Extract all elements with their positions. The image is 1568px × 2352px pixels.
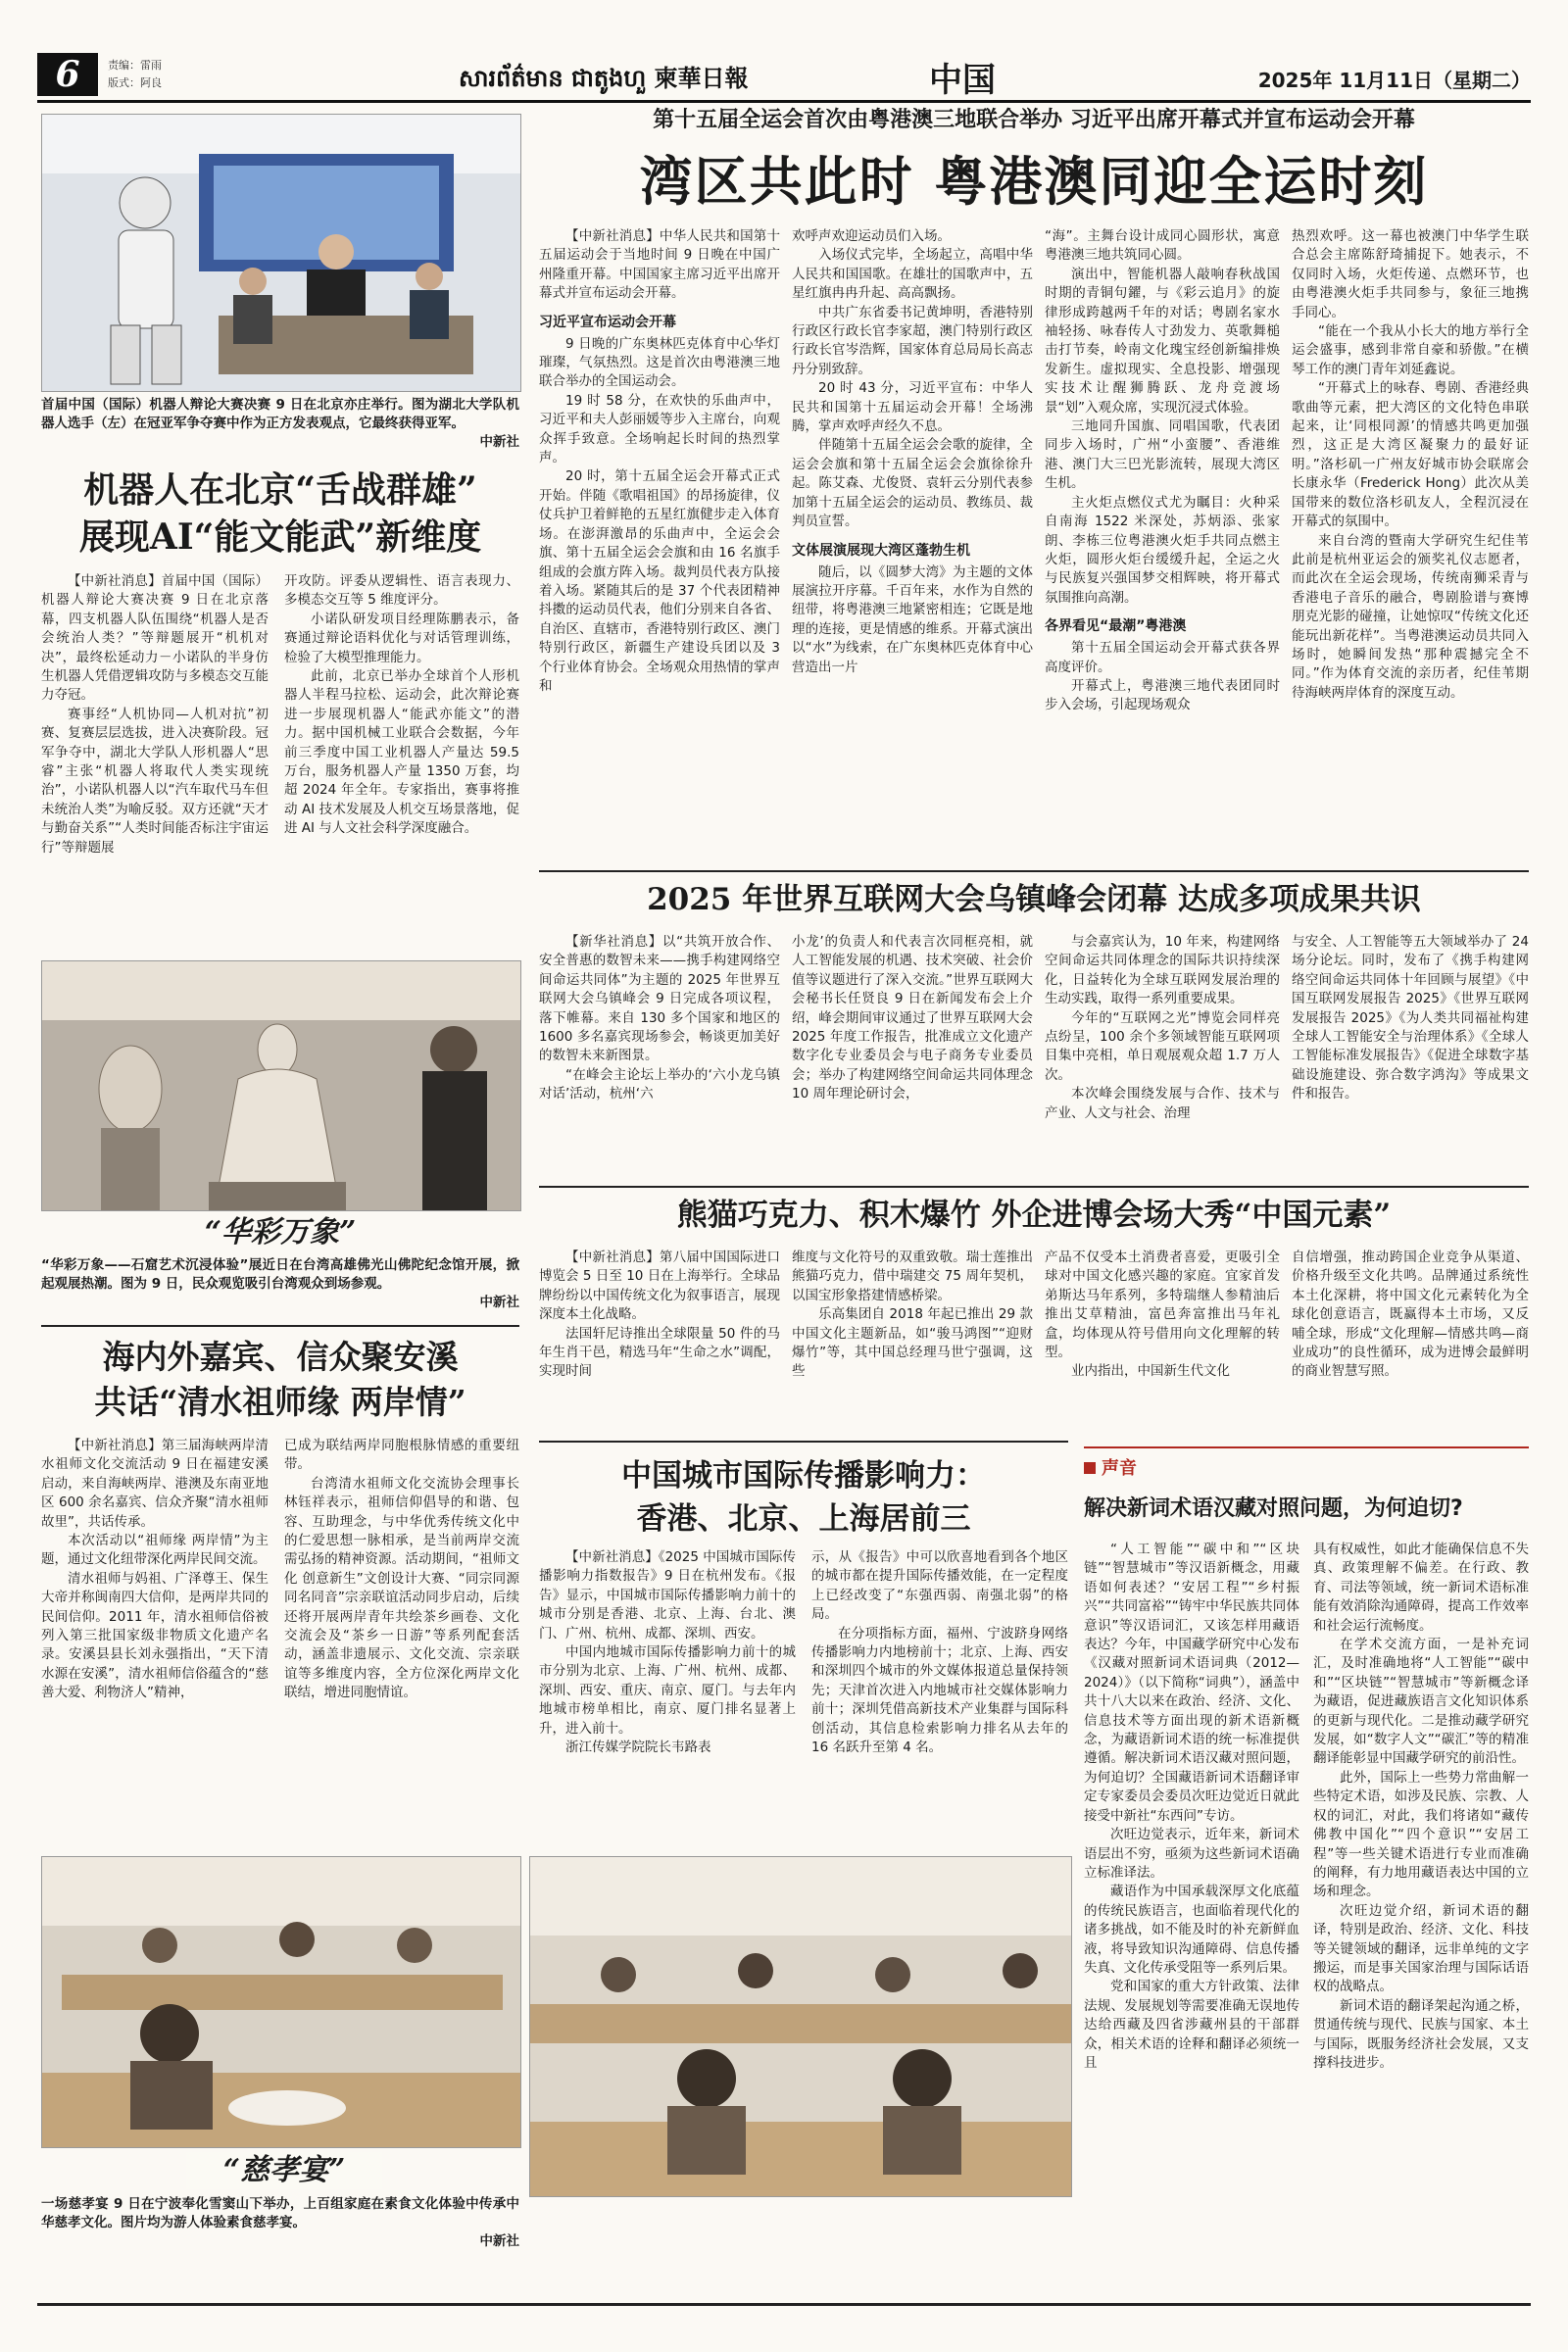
games-col1 (539, 227, 780, 864)
city-para-3: 浙江传媒学院院长韦路表 (565, 1740, 711, 1756)
opinion-para-1: “人工智能”“碳中和”“区块链”“智慧城市”等汉语新概念，用藏语如何表述？“安居工程”“乡村振兴”“共同富裕”“铸牢中华民族共同体意识”等汉语词汇，又该怎样用藏语表达？今年，中国藏学研究中心发布《汉藏对照新词术语词典（2012—2024）》（以下简称“词典”），涵盖中共十八大以来在政治、经济、文化、信息技术等方面出现的新术语新概念，为藏语新词术语的统一标准提供遵循。解决新词术语汉藏对照问题，为何迫切？全国藏语新词术语翻译审定专家委员会委员次旺边觉近日就此接受中新社“东西问”专访。 (1084, 1542, 1299, 1824)
opinion-para-4: 党和国家的重大方针政策、法律法规、发展规划等需要准确无误地传达给西藏及四省涉藏州县的干部群众，相关术语的诠释和翻译必须统一且 (1084, 1979, 1299, 2071)
expo-col4 (1292, 1249, 1529, 1435)
qingshui-para-1: 【中新社消息】第三届海峡两岸清水祖师文化交流活动 9 日在福建安溪启动，来自海峡两岸、港澳及东南亚地区 600 余名嘉宾、信众齐聚“清水祖师故里”，共话传承。 (41, 1438, 269, 1530)
games-para-11: “海”。主舞台设计成同心圆形状，寓意粤港澳三地共筑同心圆。 (1045, 228, 1280, 264)
masthead (37, 51, 1531, 103)
robot-para-5: 此前，北京已举办全球首个人形机器人半程马拉松、运动会，此次辩论赛进一步展现机器人“能武亦能文”的潜力。据中国机械工业联合会数据，今年前三季度中国工业机器人产量达 59.5 万台，服务机器人产量 1350 万套，均超 2024 年全年。专家指出，赛事将推动 AI 技术发展及人机交互场景落地，促进 AI 与人文社会科学深度融合。 (284, 668, 519, 837)
banquet-left-illustration (42, 1857, 520, 2147)
banquet-caption-text: 一场慈孝宴 9 日在宁波奉化雪窦山下举办，上百组家庭在素食文化体验中传承中华慈孝文化。图片均为游人体验素食慈孝宴。 (41, 2196, 519, 2230)
city-para-1: 【中新社消息】《2025 中国城市国际传播影响力指数报告》9 日在杭州发布。《报告》显示，中国城市国际传播影响力前十的城市分别是香港、北京、上海、台北、澳门、广州、杭州、成都、深圳、西安。 (539, 1549, 796, 1642)
city-headline (539, 1454, 1068, 1541)
expo-col1 (539, 1249, 780, 1435)
qingshui-headline-line2: 共话“清水祖师缘 两岸情” (94, 1383, 466, 1421)
wic-top-rule (539, 870, 1529, 872)
games-para-2: 9 日晚的广东奥林匹克体育中心华灯璀璨，气氛热烈。这是首次由粤港澳三地联合举办的全国运动会。 (539, 335, 780, 390)
opinion-headline: 解决新词术语汉藏对照问题，为何迫切? (1084, 1496, 1463, 1521)
games-headline: 湾区共此时 粤港澳同迎全运时刻 (639, 150, 1429, 213)
art-photo-caption (41, 1256, 519, 1312)
wic-para-3: 小龙’的负责人和代表言次同框亮相，就人工智能发展的机遇、技术突破、社会价值等议题进行了深入交流。”世界互联网大会秘书长任贤良 9 日在新闻发布会上介绍，峰会期间审议通过了世界互联网大会 2025 年度工作报告，批准成立文化遗产数字化专业委员会与电子商务专业委员会；举办了构建网络空间命运共同体理念 10 周年理论研讨会， (792, 934, 1033, 1102)
qingshui-top-rule (41, 1325, 519, 1327)
games-para-18: “能在一个我从小长大的地方举行全运会盛事，感到非常自豪和骄傲。”在横琴工作的澳门青年刘延鑫说。 (1292, 323, 1529, 377)
opinion-para-5: 具有权威性，如此才能确保信息不失真、政策理解不偏差。在行政、教育、司法等领域，统一新词术语标准能有效消除沟通障碍，提高工作效率和社会运行流畅度。 (1313, 1542, 1529, 1634)
banquet-right-illustration (530, 1857, 1071, 2196)
games-col3 (1045, 227, 1280, 864)
wic-para-6: 本次峰会围绕发展与合作、技术与产业、人文与社会、治理 (1045, 1086, 1280, 1121)
editor-credit: 责编：雷雨 (108, 59, 162, 72)
games-para-15: 第十五届全国运动会开幕式获各界高度评价。 (1045, 640, 1280, 675)
banquet-caption-source: 中新社 (479, 2233, 519, 2249)
expo-para-7: 自信增强，推动跨国企业竞争从渠道、价格升级至文化共鸣。品牌通过系统性本土化深耕，将中国文化元素转化为全球化创意语言，既赢得本土市场，又反哺全球，形成“文化理解—情感共鸣—商业成功”的良性循环，成为进博会最鲜明的商业智慧写照。 (1292, 1250, 1529, 1380)
opinion-para-8: 次旺边觉介绍，新词术语的翻译，特别是政治、经济、文化、科技等关键领域的翻译，远非单纯的文字搬运，而是事关国家治理与国际话语权的战略点。 (1313, 1902, 1529, 1995)
robot-para-1: 【中新社消息】首届中国（国际）机器人辩论大赛决赛 9 日在北京落幕，四支机器人队伍围绕“机器人是否会统治人类？”等辩题展开“机机对决”，最终松延动力－小诺队的半身仿生机器人凭借逻辑攻防与多模态交互能力夺冠。 (41, 573, 269, 704)
banquet-photo-caption (41, 2195, 519, 2251)
games-para-17: 热烈欢呼。这一幕也被澳门中华学生联合总会主席陈舒琦捕捉下。她表示，不仅同时入场，火炬传递、点燃环节，也由粤港澳火炬手共同参与，象征三地携手同心。 (1292, 228, 1529, 320)
qingshui-para-5: 台湾清水祖师文化交流协会理事长林钰祥表示，祖师信仰倡导的和谐、包容、互助理念，与中华优秀传统文化中的仁爱思想一脉相承，是当前两岸交流需弘扬的精神资源。活动期间，“祖师文化 创意新生”文创设计大赛、“同宗同源 同名同音”宗亲联谊活动同步启动，后续还将开展两岸青年共绘茶乡画卷、文化交流会及“茶乡一日游”等系列配套活动，涵盖非遗展示、文化交流、宗亲联谊等多维度内容，全方位深化两岸文化联结，增进同胞情谊。 (284, 1475, 519, 1701)
robot-debate-photo (41, 114, 521, 392)
expo-para-3: 维度与文化符号的双重致敬。瑞士莲推出熊猫巧克力，借中瑞建交 75 周年契机，以国宝形象搭建情感桥梁。 (792, 1250, 1033, 1303)
opinion-para-9: 新词术语的翻译架起沟通之桥，贯通传统与现代、民族与国家、本土与国际，既服务经济社会发展，又支撑科技进步。 (1313, 1997, 1529, 2071)
expo-para-4: 乐高集团自 2018 年起已推出 29 款中国文化主题新品，如“骏马鸿图”“迎财爆竹”等，其中国总经理马世宁强调，这些 (792, 1306, 1033, 1380)
games-para-7: 中共广东省委书记黄坤明，香港特别行政区行政长官李家超，澳门特别行政区行政长官岑浩辉，国家体育总局局长高志丹分别致辞。 (792, 304, 1033, 377)
games-para-13: 三地同升国旗、同唱国歌，代表团同步入场时，广州“小蛮腰”、香港维港、澳门大三巴光影流转，展现大湾区生机。 (1045, 418, 1280, 492)
city-para-4: 示，从《报告》中可以欣喜地看到各个地区的城市都在提升国际传播效能，在一定程度上已经改变了“东强西弱、南强北弱”的格局。 (811, 1549, 1068, 1623)
section-name: 中国 (929, 61, 996, 100)
qingshui-headline-line1: 海内外嘉宾、信众聚安溪 (102, 1338, 459, 1376)
art-caption-text: “华彩万象——石窟艺术沉浸体验”展近日在台湾高雄佛光山佛陀纪念馆开展，掀起观展热潮。图为 9 日，民众观览吸引台湾观众到场参观。 (41, 1257, 519, 1292)
games-para-16: 开幕式上，粤港澳三地代表团同时步入会场，引起现场观众 (1045, 677, 1280, 713)
robot-story-headline (41, 466, 519, 561)
banquet-photo-right (529, 1856, 1072, 2197)
opinion-col1 (1084, 1541, 1299, 2246)
robot-story-col2 (284, 572, 519, 945)
opinion-label (1084, 1454, 1137, 1480)
opinion-label-text: 声音 (1102, 1458, 1137, 1479)
qingshui-col2 (284, 1437, 519, 1842)
page-bottom-rule (37, 2303, 1531, 2306)
robot-para-4: 小诺队研发项目经理陈鹏表示，备赛通过辩论语料优化与对话管理训练，检验了大模型推理能力。 (284, 611, 519, 665)
wic-col4 (1292, 933, 1529, 1178)
banquet-photo-title: “慈孝宴” (186, 2152, 382, 2189)
art-exhibition-photo (41, 960, 521, 1211)
robot-para-3: 开攻防。评委从逻辑性、语言表现力、多模态交互等 5 维度评分。 (284, 573, 519, 609)
opinion-col2 (1313, 1541, 1529, 2246)
city-para-2: 中国内地城市国际传播影响力前十的城市分别为北京、上海、广州、杭州、成都、深圳、西安、重庆、南京、厦门。与去年内地城市榜单相比，南京、厦门排名显著上升，进入前十。 (539, 1644, 796, 1737)
opinion-top-rule (1084, 1446, 1529, 1448)
city-col2 (811, 1548, 1068, 1842)
games-subhead-3: 各界看见“最潮”粤港澳 (1045, 618, 1187, 635)
layout-credit: 版式：阿良 (108, 76, 162, 89)
art-photo-title: “华彩万象” (204, 1215, 357, 1250)
expo-top-rule (539, 1186, 1529, 1188)
robot-headline-line1: 机器人在北京“舌战群雄” (83, 469, 477, 511)
robot-caption-source: 中新社 (479, 434, 519, 450)
games-subhead-2: 文体展演展现大湾区蓬勃生机 (792, 542, 970, 559)
expo-para-6: 业内指出，中国新生代文化 (1071, 1363, 1230, 1380)
expo-col2 (792, 1249, 1033, 1435)
city-col1 (539, 1548, 796, 1842)
wic-col3 (1045, 933, 1280, 1178)
opinion-para-2: 次旺边觉表示，近年来，新词术语层出不穷，亟须为这些新词术语确立标准译法。 (1084, 1827, 1299, 1881)
qingshui-headline (41, 1335, 519, 1425)
banquet-photo-left (41, 1856, 521, 2148)
city-headline-line2: 香港、北京、上海居前三 (636, 1501, 971, 1537)
paper-name: សារព័ត៌មាន ជាតូងហួ 柬華日報 (459, 64, 749, 92)
expo-headline: 熊猫巧克力、积木爆竹 外企进博会场大秀“中国元素” (676, 1198, 1392, 1233)
robot-photo-caption (41, 396, 519, 452)
expo-para-5: 产品不仅受本土消费者喜爱，更吸引全球对中国文化感兴趣的家庭。宜家首发弟斯达马年系列，多特瑞继人参精油后推出艾草精油，富邑奔富推出马年礼盒，均体现从符号借用向文化理解的转型。 (1045, 1250, 1280, 1361)
robot-story-col1 (41, 572, 269, 945)
games-para-1: 【中新社消息】中华人民共和国第十五届运动会于当地时间 9 日晚在中国广州隆重开幕。中国国家主席习近平出席开幕式并宣布运动会开幕。 (539, 228, 780, 302)
opinion-para-7: 此外，国际上一些势力常曲解一些特定术语，如涉及民族、宗教、人权的词汇，对此，我们将诸如“藏传佛教中国化”“四个意识”“安居工程”等一些关键术语进行专业而准确的阐释，有力地用藏语表达中国的立场和理念。 (1313, 1769, 1529, 1900)
games-para-8: 20 时 43 分，习近平宣布：中华人民共和国第十五届运动会开幕！全场沸腾，掌声欢呼声经久不息。 (792, 380, 1033, 435)
wic-headline: 2025 年世界互联网大会乌镇峰会闭幕 达成多项成果共识 (647, 882, 1421, 917)
city-para-5: 在分项指标方面，福州、宁波跻身网络传播影响力内地榜前十；北京、上海、西安和深圳四个城市的外文媒体报道总量保持领先；天津首次进入内地城市社交媒体影响力前十；深圳凭借高新技术产业集群与国际科创活动，其信息检索影响力排名从去年的 16 名跃升至第 4 名。 (811, 1625, 1068, 1756)
city-headline-line1: 中国城市国际传播影响力： (621, 1458, 986, 1494)
games-para-4: 20 时，第十五届全运会开幕式正式开始。伴随《歌唱祖国》的昂扬旋律，仪仗兵护卫着鲜艳的五星红旗健步走入体育场。在澎湃激昂的乐曲声中，全运会会旗、第十五届全运会会旗和由 16 名旗手组成的会旗方阵入场。裁判员代表方队接着入场。紧随其后的是 37 个代表团精神抖擞的运动员代表，他们分别来自各省、自治区、直辖市，香港特别行政区、澳门特别行政区，新疆生产建设兵团以及 3 个行业体育协会。全场观众用热情的掌声和 (539, 468, 780, 694)
expo-col3 (1045, 1249, 1280, 1435)
qingshui-col1 (41, 1437, 269, 1842)
wic-col1 (539, 933, 780, 1178)
games-kicker: 第十五届全运会首次由粤港澳三地联合举办 习近平出席开幕式并宣布运动会开幕 (653, 108, 1415, 132)
games-para-20: 来自台湾的暨南大学研究生纪佳苇此前是杭州亚运会的颁奖礼仪志愿者，而此次在全运会现场，传统南狮采青与香港电子音乐的融合，粤剧脸谱与赛博朋克光影的碰撞，让她惊叹“传统文化还能玩出新花样”。当粤港澳运动员共同入场时，她瞬间发热“那种震撼完全不同。”作为体育交流的亲历者，纪佳苇期待海峡两岸体育的深度互动。 (1292, 532, 1529, 701)
wic-para-7: 与安全、人工智能等五大领域举办了 24 场分论坛。同时，发布了《携手构建网络空间命运共同体十年回顾与展望》《中国互联网发展报告 2025》《世界互联网发展报告 2025》《为人类共同福祉构建全球人工智能安全与治理体系》《全球人工智能标准发展报告》《促进全球数字基础设施建设、弥合数字鸿沟》等成果文件和报告。 (1292, 934, 1529, 1102)
games-col4 (1292, 227, 1529, 864)
city-top-rule (539, 1441, 1068, 1443)
opinion-para-3: 藏语作为中国承载深厚文化底蕴的传统民族语言，也面临着现代化的诸多挑战，如不能及时的补充新鲜血液，将导致知识沟通障碍、信息传播失真、文化传承受阻等一系列后果。 (1084, 1884, 1299, 1976)
robot-para-2: 赛事经“人机协同—人机对抗”初赛、复赛层层选拔，进入决赛阶段。冠军争夺中，湖北大学队人形机器人“思睿”主张“机器人将取代人类实现统治”，小诺队机器人以“汽车取代马车但未统治人类”为喻反驳。双方还就“天才与勤奋关系”“人类时间能否标注宇宙运行”等辩题展 (41, 706, 269, 856)
expo-para-1: 【中新社消息】第八届中国国际进口博览会 5 日至 10 日在上海举行。全球品牌纷纷以中国传统文化为叙事语言，展现深度本土化战略。 (539, 1250, 780, 1323)
games-para-14: 主火炬点燃仪式尤为瞩目：火种采自南海 1522 米深处，苏炳添、张家朗、李栋三位粤港澳火炬手共同点燃主火炬，圆形火炬台缓缓升起，全运之火与民族复兴强国梦交相辉映，将开幕式氛围推向高潮。 (1045, 494, 1280, 606)
games-para-6: 入场仪式完毕，全场起立，高唱中华人民共和国国歌。在雄壮的国歌声中，五星红旗冉冉升起、高高飘扬。 (792, 247, 1033, 302)
qingshui-para-3: 清水祖师与妈祖、广泽尊王、保生大帝并称闽南四大信仰，是两岸共同的民间信仰。2011 年，清水祖师信俗被列入第三批国家级非物质文化遗产名录。安溪县县长刘永强指出，“天下清水源在安溪”，清水祖师信俗蕴含的“慈善大爱、利物济人”精神， (41, 1570, 269, 1701)
art-exhibition-illustration (42, 961, 520, 1210)
games-col2 (792, 227, 1033, 864)
opinion-marker-icon (1084, 1462, 1096, 1474)
wic-col2 (792, 933, 1033, 1178)
art-caption-source: 中新社 (479, 1295, 519, 1310)
wic-para-5: 今年的“互联网之光”博览会同样亮点纷呈，100 余个多领域智能互联网项目集中亮相，单日观展观众超 1.7 万人次。 (1045, 1009, 1280, 1083)
qingshui-para-2: 本次活动以“祖师缘 两岸情”为主题，通过文化纽带深化两岸民间交流。 (41, 1533, 269, 1568)
page-number: 6 (37, 53, 98, 96)
games-para-12: 演出中，智能机器人敲响春秋战国时期的青铜句鑃，与《彩云追月》的旋律形成跨越两千年的对话；粤剧名家水袖轻扬、咏春传人寸劲发力、英歌舞槌击打节奏，岭南文化瑰宝经创新编排焕发新生。虚拟现实、全息投影、增强现实技术让醒狮腾跃、龙舟竞渡场景“划”入观众席，实现沉浸式体验。 (1045, 266, 1280, 416)
wic-para-1: 【新华社消息】以“共筑开放合作、安全普惠的数智未来——携手构建网络空间命运共同体”为主题的 2025 年世界互联网大会乌镇峰会 9 日完成各项议程，落下帷幕。来自 130 多个国家和地区的 1600 多名嘉宾现场参会，畅谈更加美好的数智未来新图景。 (539, 934, 780, 1064)
games-para-10: 随后，以《圆梦大湾》为主题的文体展演拉开序幕。千百年来，水作为自然的纽带，将粤港澳三地紧密相连；它既是地理的连接，更是情感的维系。开幕式演出以“水”为线索，在广东奥林匹克体育中心营造出一片 (792, 564, 1033, 675)
robot-headline-line2: 展现AI“能文能武”新维度 (78, 516, 482, 558)
wic-para-2: “在峰会主论坛上举办的‘六小龙乌镇对话’活动，杭州‘六 (539, 1066, 780, 1102)
games-para-9: 伴随第十五届全运会会歌的旋律，全运会会旗和第十五届全运会会旗徐徐升起。陈艾森、尤俊贤、袁轩云分别代表参加第十五届全运会的运动员、教练员、裁判员宣誓。 (792, 437, 1033, 530)
robot-debate-illustration (42, 115, 520, 391)
games-para-3: 19 时 58 分，在欢快的乐曲声中，习近平和夫人彭丽媛等步入主席台，向观众挥手致意。全场响起长时间的热烈掌声。 (539, 392, 780, 466)
robot-caption-text: 首届中国（国际）机器人辩论大赛决赛 9 日在北京亦庄举行。图为湖北大学队机器人选手（左）在冠亚军争夺赛中作为正方发表观点，它最终获得亚军。 (41, 397, 519, 431)
qingshui-para-4: 已成为联结两岸同胞根脉情感的重要纽带。 (284, 1438, 519, 1473)
issue-date: 2025年 11月11日（星期二） (1257, 69, 1531, 92)
games-para-5: 欢呼声欢迎运动员们入场。 (792, 228, 951, 244)
wic-para-4: 与会嘉宾认为，10 年来，构建网络空间命运共同体理念的国际共识持续深化，日益转化为全球互联网发展治理的生动实践，取得一系列重要成果。 (1045, 934, 1280, 1007)
expo-para-2: 法国轩尼诗推出全球限量 50 件的马年生肖干邑，精选马年“生命之水”调配，实现时间 (539, 1325, 780, 1380)
opinion-para-6: 在学术交流方面，一是补充词汇，及时准确地将“人工智能”“碳中和”“区块链”“智慧城市”等新概念译为藏语，促进藏族语言文化知识体系的更新与现代化。二是推动藏学研究发展，如“数字人文”“碳汇”等的精准翻译能彰显中国藏学研究的前沿性。 (1313, 1637, 1529, 1767)
games-subhead-1: 习近平宣布运动会开幕 (539, 314, 676, 330)
games-para-19: “开幕式上的咏春、粤剧、香港经典歌曲等元素，把大湾区的文化特色串联起来，让‘同根同源’的情感共鸣更加强烈，这正是大湾区凝聚力的最好证明。”洛杉矶一广州友好城市协会联席会长康永华（Frederick Hong）此次从美国带来的数位洛杉矶友人，全程沉浸在开幕式的氛围中。 (1292, 380, 1529, 530)
